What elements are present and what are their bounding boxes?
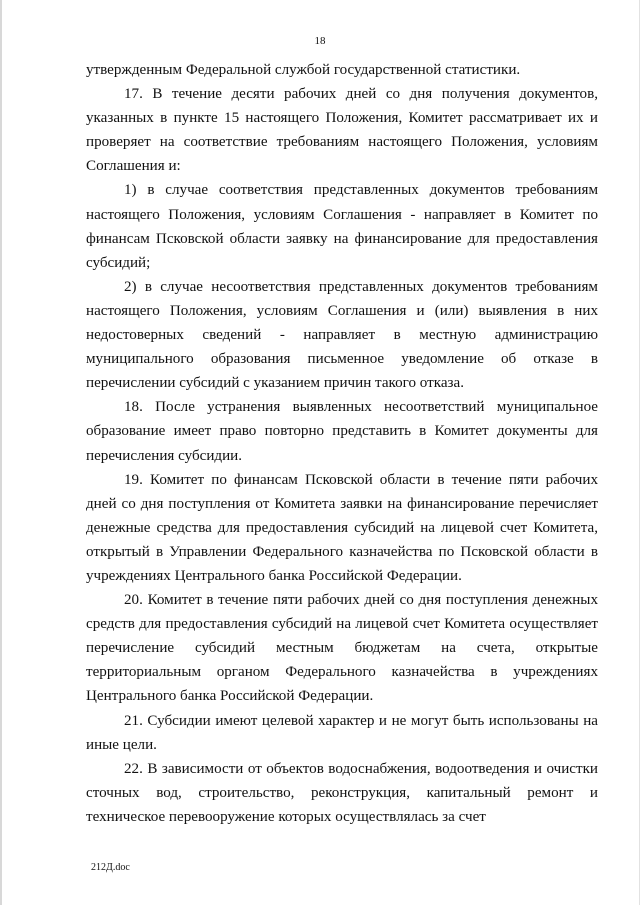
paragraph-clause-22: 22. В зависимости от объектов водоснабжения, водоотведения и очистки сточных вод, строительство, реконструкция, капитальный ремонт и техническое перевооружение которых осуществлялась за счет [86,760,598,825]
document-body [86,58,598,829]
paragraph-clause-17: 17. В течение десяти рабочих дней со дня получения документов, указанных в пункте 15 настоящего Положения, Комитет рассматривает их и проверяет на соответствие требованиям настоящего Положения, условиям Соглашения и: [86,86,598,175]
paragraph-clause-21: 21. Субсидии имеют целевой характер и не могут быть использованы на иные цели. [86,712,598,753]
paragraph-clause-19: 19. Комитет по финансам Псковской области в течение пяти рабочих дней со дня поступления от Комитета заявки на финансирование перечисляет денежные средства для предоставления субсидий на лицевой счет Комитета, открытый в Управлении Федерального казначейства по Псковской области в учреждениях Центрального банка Российской Федерации. [86,471,598,584]
paragraph-subclause-1: 1) в случае соответствия представленных документов требованиям настоящего Положения, условиям Соглашения - направляет в Комитет по финансам Псковской области заявку на финансирование для предоставления субсидий; [86,182,598,271]
page-number: 18 [314,35,326,47]
footer-filename: 212Д.doc [91,862,130,873]
paragraph-clause-20: 20. Комитет в течение пяти рабочих дней со дня поступления денежных средств для предоставления субсидий на лицевой счет Комитета осуществляет перечисление субсидий местным бюджетам на счета, открытые территориальным органом Федерального казначейства в учреждениях Центрального банка Российской Федерации. [86,592,598,705]
paragraph-continuation: утвержденным Федеральной службой государственной статистики. [86,62,521,78]
paragraph-subclause-2: 2) в случае несоответствия представленных документов требованиям настоящего Положения, условиям Соглашения и (или) выявления в них недостоверных сведений - направляет в местную администрацию муниципального образования письменное уведомление об отказе в перечислении субсидий с указанием причин такого отказа. [86,278,598,392]
page-left-edge [0,0,2,905]
paragraph-clause-18: 18. После устранения выявленных несоответствий муниципальное образование имеет право повторно представить в Комитет документы для перечисления субсидии. [86,399,598,464]
